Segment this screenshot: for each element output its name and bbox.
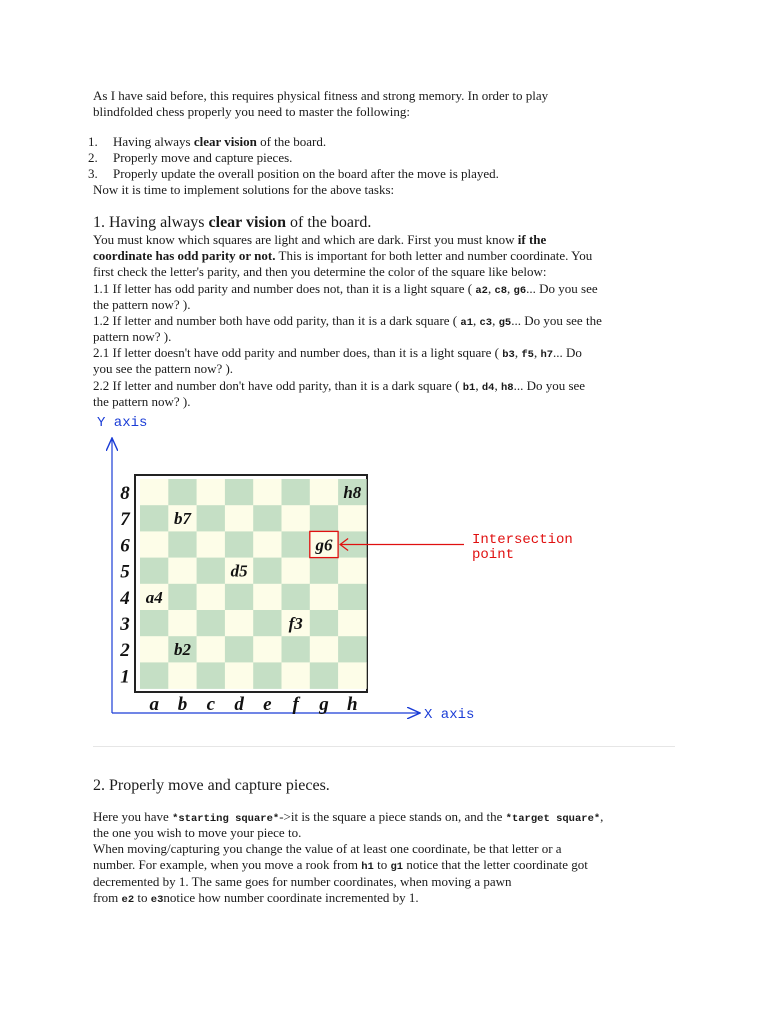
square-d8 <box>225 479 254 506</box>
square-e4 <box>253 584 282 611</box>
text: to <box>373 857 391 872</box>
file-label-g: g <box>319 694 329 715</box>
s2-line-5: decremented by 1. The same goes for number coordinates, when moving a pawn <box>93 874 512 889</box>
square-label-d5: d5 <box>230 561 248 581</box>
rank-label-5: 5 <box>120 561 130 583</box>
rule-1-2-cont: pattern now? ). <box>93 329 172 344</box>
square-a1 <box>140 662 169 689</box>
list-item-bold: clear vision <box>193 134 257 149</box>
square-a6 <box>140 531 169 558</box>
code-term: *starting square* <box>172 813 280 825</box>
square-b4 <box>168 584 197 611</box>
square-f7 <box>282 505 311 532</box>
square-c3 <box>197 610 226 637</box>
square-c7 <box>197 505 226 532</box>
text: ... Do you see <box>526 281 598 296</box>
text: to <box>134 890 151 905</box>
text: ... Do you see the <box>511 313 602 328</box>
intersection-label: Intersection <box>472 532 573 548</box>
square-f6 <box>282 531 311 558</box>
square-d4 <box>225 584 254 611</box>
square-g5 <box>310 558 339 585</box>
rule-1-1-cont: the pattern now? ). <box>93 297 191 312</box>
text: 1.1 If letter has odd parity and number does not, than it is a light square ( <box>93 281 476 296</box>
text: ... Do <box>553 345 582 360</box>
square-a7 <box>140 505 169 532</box>
square-c6 <box>197 531 226 558</box>
rank-label-7: 7 <box>120 509 130 531</box>
text: notice how number coordinate incremented by 1. <box>163 890 419 905</box>
square-f8 <box>282 479 311 506</box>
square-e2 <box>253 636 282 663</box>
s2-line-4 <box>93 857 588 875</box>
transition-line: Now it is time to implement solutions for the above tasks: <box>93 182 395 197</box>
square-c1 <box>197 662 226 689</box>
s1-paragraph-line-1 <box>93 232 546 248</box>
square-e5 <box>253 558 282 585</box>
bold-text: if the <box>517 232 547 247</box>
square-code: c8 <box>494 285 508 297</box>
file-label-a: a <box>149 694 159 715</box>
square-label-a4: a4 <box>145 587 163 607</box>
text: This is important for both letter and number coordinate. You <box>275 248 593 263</box>
square-d1 <box>225 662 254 689</box>
text: , <box>600 809 604 824</box>
text: You must know which squares are light and which are dark. First you must know <box>93 232 518 247</box>
chessboard-diagram <box>88 410 608 730</box>
square-g2 <box>310 636 339 663</box>
section-1-heading <box>93 213 371 233</box>
text: number. For example, when you move a rook from <box>93 857 362 872</box>
square-code: g6 <box>513 285 527 297</box>
text: ... Do you see <box>513 378 586 393</box>
square-g7 <box>310 505 339 532</box>
y-axis-label: Y axis <box>97 415 148 431</box>
square-c2 <box>197 636 226 663</box>
square-g4 <box>310 584 339 611</box>
square-h1 <box>338 662 367 689</box>
file-label-d: d <box>234 694 244 715</box>
square-code: h7 <box>540 349 554 361</box>
file-label-c: c <box>206 694 216 715</box>
square-code: f5 <box>521 349 534 361</box>
rule-2-2-cont: the pattern now? ). <box>93 394 191 409</box>
s1-paragraph-line-2 <box>93 248 592 264</box>
square-h7 <box>338 505 367 532</box>
square-e3 <box>253 610 282 637</box>
rank-labels <box>119 483 131 687</box>
text: 2.1 If letter doesn't have odd parity and number does, than it is a light square ( <box>93 345 503 360</box>
list-number: 2. <box>88 150 98 165</box>
square-d3 <box>225 610 254 637</box>
square-h2 <box>338 636 367 663</box>
square-a8 <box>140 479 169 506</box>
square-e7 <box>253 505 282 532</box>
list-number: 1. <box>88 134 98 149</box>
square-code: b1 <box>462 382 476 394</box>
file-label-b: b <box>177 694 188 715</box>
text: notice that the letter coordinate got <box>403 857 588 872</box>
text: 1.2 If letter and number both have odd parity, than it is a dark square ( <box>93 313 461 328</box>
list-item-text: Having always <box>113 134 194 149</box>
square-g8 <box>310 479 339 506</box>
square-c5 <box>197 558 226 585</box>
square-d7 <box>225 505 254 532</box>
rank-label-2: 2 <box>120 640 130 662</box>
square-h4 <box>338 584 367 611</box>
section-divider <box>93 746 675 747</box>
square-label-g6: g6 <box>315 535 333 555</box>
s2-line-6 <box>93 890 419 908</box>
rule-2-1-cont: you see the pattern now? ). <box>93 361 234 376</box>
square-code: h1 <box>361 861 374 873</box>
square-label-b2: b2 <box>174 640 191 660</box>
x-axis-label: X axis <box>424 707 475 723</box>
square-code: g5 <box>498 317 512 329</box>
heading-bold: clear vision <box>208 214 287 231</box>
square-a3 <box>140 610 169 637</box>
text: 2.2 If letter and number don't have odd parity, than it is a dark square ( <box>93 378 463 393</box>
square-code: d4 <box>481 382 495 394</box>
rank-label-1: 1 <box>120 666 130 688</box>
list-item-text: of the board. <box>256 134 327 149</box>
rule-2-1: 2.1 If letter doesn't have odd parity and number does, than it is a light square ( b3, f5, h7... Do <box>93 345 582 361</box>
square-label-h8: h8 <box>343 483 362 502</box>
rank-label-6: 6 <box>120 535 130 557</box>
rule-2-2: 2.2 If letter and number don't have odd parity, than it is a dark square ( b1, d4, h8... Do you see <box>93 378 586 394</box>
intro-line-2: blindfolded chess properly you need to master the following: <box>93 104 410 119</box>
square-e6 <box>253 531 282 558</box>
square-b3 <box>168 610 197 637</box>
square-d6 <box>225 531 254 558</box>
square-f1 <box>282 662 311 689</box>
square-code: a2 <box>475 285 488 297</box>
square-c8 <box>197 479 226 506</box>
square-label-b7: b7 <box>174 509 191 529</box>
square-h5 <box>338 558 367 585</box>
square-f4 <box>282 584 311 611</box>
list-item-2: Properly move and capture pieces. <box>113 150 293 165</box>
s1-paragraph-line-3: first check the letter's parity, and then you determine the color of the square like below: <box>93 264 547 279</box>
square-code: b3 <box>502 349 515 361</box>
square-g3 <box>310 610 339 637</box>
list-item-3: Properly update the overall position on the board after the move is played. <box>113 166 499 181</box>
intersection-label-line-2: point <box>472 547 515 563</box>
square-a5 <box>140 558 169 585</box>
list-number: 3. <box>88 166 98 181</box>
heading-text: 1. Having always <box>93 214 209 231</box>
s2-line-3: When moving/capturing you change the value of at least one coordinate, be that letter or a <box>93 841 562 856</box>
code-term: *target square* <box>505 813 601 825</box>
rule-1-2: 1.2 If letter and number both have odd parity, than it is a dark square ( a1, c3, g5... Do you see the <box>93 313 602 329</box>
square-f5 <box>282 558 311 585</box>
square-b5 <box>168 558 197 585</box>
square-code: g1 <box>390 861 404 873</box>
list-item-1 <box>113 134 326 150</box>
file-label-h: h <box>347 694 358 715</box>
s2-line-2: the one you wish to move your piece to. <box>93 825 302 840</box>
square-code: e3 <box>150 894 164 906</box>
text: from <box>93 890 122 905</box>
square-e1 <box>253 662 282 689</box>
square-b6 <box>168 531 197 558</box>
square-label-f3: f3 <box>288 614 303 633</box>
square-code: h8 <box>500 382 514 394</box>
square-code: c3 <box>479 317 493 329</box>
square-a2 <box>140 636 169 663</box>
rule-1-1: 1.1 If letter has odd parity and number does not, than it is a light square ( a2, c8, g6... Do you see <box>93 281 598 297</box>
file-label-f: f <box>292 694 299 715</box>
square-g1 <box>310 662 339 689</box>
rank-label-8: 8 <box>120 483 130 504</box>
section-2-heading: 2. Properly move and capture pieces. <box>93 777 330 794</box>
intro-line-1: As I have said before, this requires physical fitness and strong memory. In order to play <box>93 88 549 103</box>
square-f2 <box>282 636 311 663</box>
heading-text: of the board. <box>286 214 372 231</box>
rank-label-3: 3 <box>120 614 130 635</box>
square-code: a1 <box>460 317 473 329</box>
square-b8 <box>168 479 197 506</box>
square-h3 <box>338 610 367 637</box>
square-code: e2 <box>121 894 135 906</box>
text: Here you have <box>93 809 173 824</box>
bold-text: coordinate has odd parity or not. <box>93 248 276 263</box>
text: ->it is the square a piece stands on, and the <box>279 809 506 824</box>
file-label-e: e <box>263 694 272 715</box>
rank-label-4: 4 <box>120 587 130 609</box>
file-labels <box>149 694 357 715</box>
square-d2 <box>225 636 254 663</box>
square-b1 <box>168 662 197 689</box>
square-e8 <box>253 479 282 506</box>
square-c4 <box>197 584 226 611</box>
